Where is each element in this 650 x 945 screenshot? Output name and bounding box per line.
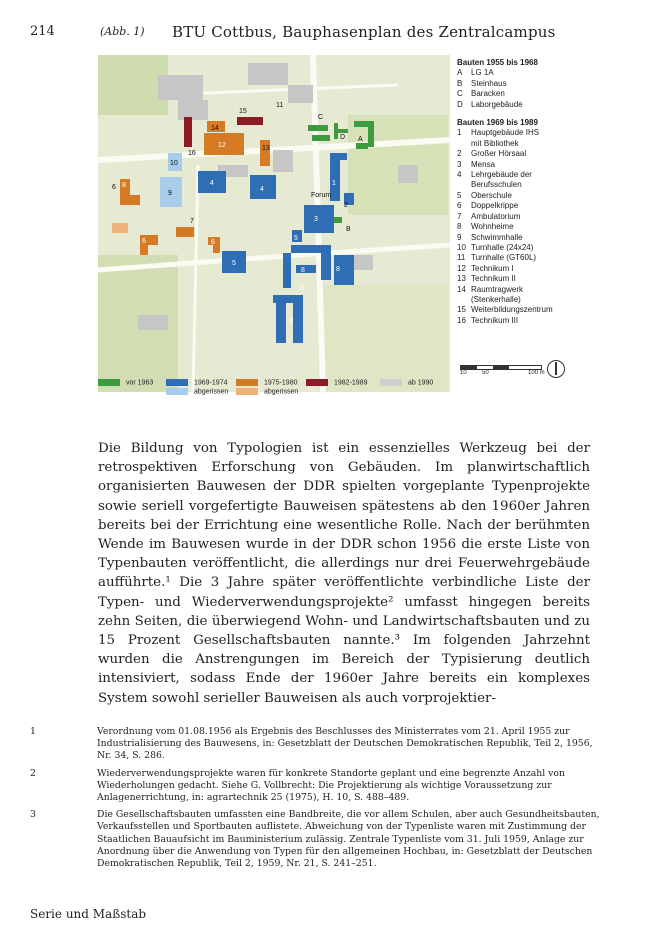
label-8c: 8: [300, 285, 304, 292]
color-key-item: [98, 379, 153, 386]
building-1: [330, 153, 340, 201]
scale-bar: [460, 358, 560, 380]
label-5b: 5: [294, 235, 298, 242]
color-swatch: [236, 379, 258, 386]
north-arrow-icon: [547, 360, 565, 378]
legend-group1: [457, 68, 637, 110]
building-8: [283, 253, 291, 288]
label-14: 14: [211, 125, 219, 132]
label-6b: 6: [142, 238, 146, 245]
legend-code: [457, 295, 471, 305]
legend-item: [457, 149, 637, 159]
legend-name: Großer Hörsaal: [471, 149, 527, 159]
scale-label: 100 m: [528, 370, 545, 376]
legend-name: Technikum III: [471, 315, 519, 325]
footnote-text: Wiederverwendungsprojekte waren für konkrete Standorte geplant und eine begrenzte Anzahl von Wiederholungen gedacht. Siehe G. Vollbrecht: Die Projektierung als wichtige Voraussetzung zur Anlagenerrichtung, in: agrartechnik 25 (1975), H. 10, S. 488–489.: [97, 767, 566, 804]
legend-item: [457, 253, 637, 263]
building-8: [276, 303, 286, 343]
building-7: [176, 227, 194, 237]
label-15: 15: [239, 108, 247, 115]
building-demolished-orange: [112, 223, 128, 233]
color-key-subitem: [166, 388, 228, 395]
label-D: D: [340, 134, 346, 141]
building-13: [260, 140, 270, 166]
color-key-item: [380, 379, 433, 386]
legend-code: 10: [457, 242, 466, 252]
label-forum: Forum: [311, 192, 332, 199]
footnote-number: 1: [30, 726, 36, 737]
footnote: [30, 768, 610, 805]
building-1: [340, 153, 347, 160]
building-15: [237, 117, 263, 125]
legend-item: [457, 89, 637, 99]
legend-code: 14: [457, 284, 466, 294]
building-C: [308, 125, 328, 131]
legend-code: 8: [457, 222, 462, 232]
building-8: [291, 245, 321, 253]
color-swatch: [166, 379, 188, 386]
legend-item: [457, 128, 637, 138]
label-A: A: [358, 136, 363, 143]
building-3: [304, 205, 334, 233]
building-8: [273, 295, 303, 303]
building-6: [213, 245, 220, 253]
label-16: 16: [188, 150, 196, 157]
footnote-number: 2: [30, 767, 36, 779]
legend-name: Turnhalle (24x24): [471, 242, 534, 252]
label-1: 1: [332, 180, 336, 187]
legend-name: Schwimmhalle: [471, 232, 523, 242]
label-7: 7: [190, 218, 194, 225]
legend-item: [457, 68, 637, 78]
legend-code: [457, 180, 471, 190]
legend-name: Weiterbildungszentrum: [471, 305, 553, 315]
legend-code: 9: [457, 232, 462, 242]
legend-item: [457, 243, 637, 253]
building-8: [293, 303, 303, 343]
legend-name: Technikum II: [471, 274, 516, 284]
building-8: [344, 255, 354, 285]
label-11: 11: [276, 102, 284, 109]
legend-name: mit Bibliothek: [471, 138, 519, 148]
figure-reference: (Abb. 1): [100, 25, 145, 38]
legend-code: 7: [457, 211, 462, 221]
legend-item: [457, 160, 637, 170]
body-text: [98, 439, 590, 708]
footnote-number: 3: [30, 809, 36, 821]
label-8a: 8: [301, 267, 305, 274]
color-key-sublabel: abgerissen: [264, 388, 299, 396]
legend-code: 11: [457, 253, 466, 263]
footnote: [30, 726, 610, 763]
color-swatch: [98, 379, 120, 386]
building-grey: [273, 150, 293, 172]
building-A: [354, 121, 374, 127]
building-C: [312, 135, 330, 141]
green-area: [98, 55, 168, 115]
legend-name: Mensa: [471, 159, 496, 169]
building-D: [338, 129, 348, 133]
label-3: 3: [314, 216, 318, 223]
legend-item: [457, 212, 637, 222]
legend-item: [457, 316, 637, 326]
building-8: [321, 245, 331, 280]
legend-code: 4: [457, 170, 462, 180]
color-key: [98, 379, 458, 403]
color-key-label: 1982-1989: [334, 379, 368, 387]
legend-code: D: [457, 99, 463, 109]
page-number: 214: [30, 24, 55, 39]
label-C: C: [318, 114, 324, 121]
legend-item: [457, 222, 637, 232]
building-grey: [398, 165, 418, 183]
label-8d: 8: [289, 318, 293, 325]
legend-code: [457, 139, 471, 149]
legend-group2-title: Bauten 1969 bis 1989: [457, 118, 538, 128]
legend-name: Berufsschulen: [471, 180, 522, 190]
legend-name: Hauptgebäude IHS: [471, 128, 540, 138]
building-A: [368, 127, 374, 147]
building-grey: [158, 75, 203, 100]
legend-name: Ambulatorium: [471, 211, 521, 221]
legend-name: Oberschule: [471, 190, 512, 200]
legend-item: [457, 233, 637, 243]
legend-item: [457, 180, 637, 190]
legend-item: [457, 285, 637, 295]
label-12: 12: [218, 142, 226, 149]
page-header: [30, 24, 630, 44]
legend-code: A: [457, 68, 463, 78]
legend-item: [457, 170, 637, 180]
label-10: 10: [170, 160, 178, 167]
legend-item: [457, 264, 637, 274]
map-legend: [457, 58, 637, 326]
legend-code: B: [457, 78, 463, 88]
label-5a: 5: [232, 260, 236, 267]
legend-code: C: [457, 89, 463, 99]
building-16: [184, 117, 192, 147]
legend-name: Doppelkrippe: [471, 201, 519, 211]
legend-name: Lehrgebäude der: [471, 170, 532, 180]
legend-code: 15: [457, 305, 466, 315]
campus-map-drawing: [98, 55, 450, 392]
legend-name: Raumtragwerk: [471, 284, 524, 294]
scale-label: 10: [460, 370, 467, 376]
legend-item: [457, 139, 637, 149]
scale-label: 50: [482, 370, 489, 376]
legend-code: 6: [457, 201, 462, 211]
legend-code: 3: [457, 159, 462, 169]
legend-item: [457, 274, 637, 284]
label-4b: 4: [260, 186, 264, 193]
legend-name: Laborgebäude: [471, 99, 523, 109]
label-13: 13: [262, 145, 270, 152]
legend-name: Wohnheime: [471, 222, 514, 232]
legend-name: Steinhaus: [471, 78, 507, 88]
color-swatch: [306, 379, 328, 386]
color-key-label: vor 1963: [126, 379, 154, 387]
footnote-text: Verordnung vom 01.08.1956 als Ergebnis des Beschlusses des Ministerrates vom 21. April 1955 zur Industrialisierung des Bauwesens, in: Gesetzblatt der Deutschen Demokratischen Republik, Teil 2, 1956, Nr. 34, S. 286.: [97, 726, 593, 762]
label-6a: 6: [112, 184, 116, 191]
color-key-item: [306, 379, 367, 386]
figure-title: BTU Cottbus, Bauphasenplan des Zentralcampus: [172, 23, 556, 41]
color-swatch: [380, 379, 402, 386]
building-A: [356, 143, 368, 149]
legend-code: 16: [457, 315, 466, 325]
legend-group1-title: Bauten 1955 bis 1968: [457, 58, 538, 67]
legend-code: 5: [457, 190, 462, 200]
legend-item: [457, 305, 637, 315]
building-grey: [138, 315, 168, 330]
building-6: [130, 195, 140, 205]
legend-item: [457, 201, 637, 211]
footnote: [30, 809, 610, 870]
legend-name: LG 1A: [471, 68, 494, 78]
legend-group2: [457, 128, 637, 326]
legend-code: 2: [457, 149, 462, 159]
building-grey: [248, 63, 288, 85]
page-footer: Serie und Maßstab: [30, 907, 147, 921]
label-2: 2: [344, 202, 348, 209]
legend-name: (Stenkerhalle): [471, 294, 521, 304]
label-9: 9: [168, 190, 172, 197]
legend-item: [457, 295, 637, 305]
green-area: [318, 285, 448, 392]
color-key-subitem: [236, 388, 298, 395]
label-4a: 4: [210, 180, 214, 187]
color-key-item: [236, 379, 298, 396]
legend-name: Technikum I: [471, 263, 514, 273]
building-8: [296, 265, 316, 273]
legend-name: Turnhalle (GT60L): [471, 253, 537, 263]
label-8b: 8: [336, 266, 340, 273]
legend-code: 13: [457, 274, 466, 284]
building-B: [334, 217, 342, 223]
color-key-sublabel: abgerissen: [194, 388, 229, 396]
footnotes: [30, 726, 610, 875]
color-key-label: ab 1990: [408, 379, 434, 387]
legend-name: Baracken: [471, 89, 505, 99]
legend-item: [457, 79, 637, 89]
building-D: [334, 123, 338, 139]
color-key-item: [166, 379, 228, 396]
legend-item: [457, 100, 637, 110]
legend-code: 12: [457, 263, 466, 273]
body-paragraph: Die Bildung von Typologien ist ein essenzielles Werkzeug bei der retrospektiven Erforschung von Gebäuden. Im planwirtschaftlich organisierten Bauwesen der DDR spielten vorgeplante Typenprojekte sowie seriell vorgefertigte Bauweisen spätestens ab den 1960er Jahren bereits bei der Errichtung eine wesentliche Rolle. Nach der berühmten Wende im Bauwesen wurde in der DDR schon 1956 die erste Liste von Typenbauten veröffentlicht, die allerdings nur drei Feuerwehrgebäude aufführte.¹ Die 3 Jahre später veröffentlichte verbindliche Liste der Typen- und Wiederverwendungsprojekte² umfasst hingegen bereits zehn Seiten, die überwiegend Wohn- und Landwirtschaftsbauten und zu 15 Prozent Gesellschaftsbauten nannte.³ Im folgenden Jahrzehnt wurden die Anstrengungen im Bereich der Typisierung deutlich intensiviert, sodass Ende der 1960er Jahre bereits ein komplexes System sowohl serieller Bauweisen als auch vorprojektier-: [98, 441, 590, 706]
label-6c: 6: [211, 239, 215, 246]
building-grey: [178, 100, 208, 120]
footnote-text: Die Gesellschaftsbauten umfassten eine Bandbreite, die vor allem Schulen, aber auch Gesundheitsbauten, Verkaufsstellen und Sportbauten auflistete. Abweichung von der Typenliste waren mit Zustimmung der Staatlichen Bauaufsicht im Bauministerium zulässig. Zentrale Typenliste vom 31. Juli 1959, Anlage zur Anordnung über die Anwendung von Typen für den allgemeinen Hochbau, in: Gesetzblatt der Deutschen Demokratischen Republik, Teil 2, 1959, Nr. 21, S. 241–251.: [97, 809, 600, 870]
color-swatch: [166, 388, 188, 395]
color-key-label: 1969-1974: [194, 379, 228, 387]
building-grey: [288, 85, 313, 103]
legend-item: [457, 191, 637, 201]
legend-code: 1: [457, 128, 462, 138]
campus-map: [98, 55, 450, 392]
color-key-label: 1975-1980: [264, 379, 298, 387]
label-B: B: [346, 226, 351, 233]
building-6: [140, 245, 148, 255]
label-8e: 8: [122, 182, 126, 189]
color-swatch: [236, 388, 258, 395]
